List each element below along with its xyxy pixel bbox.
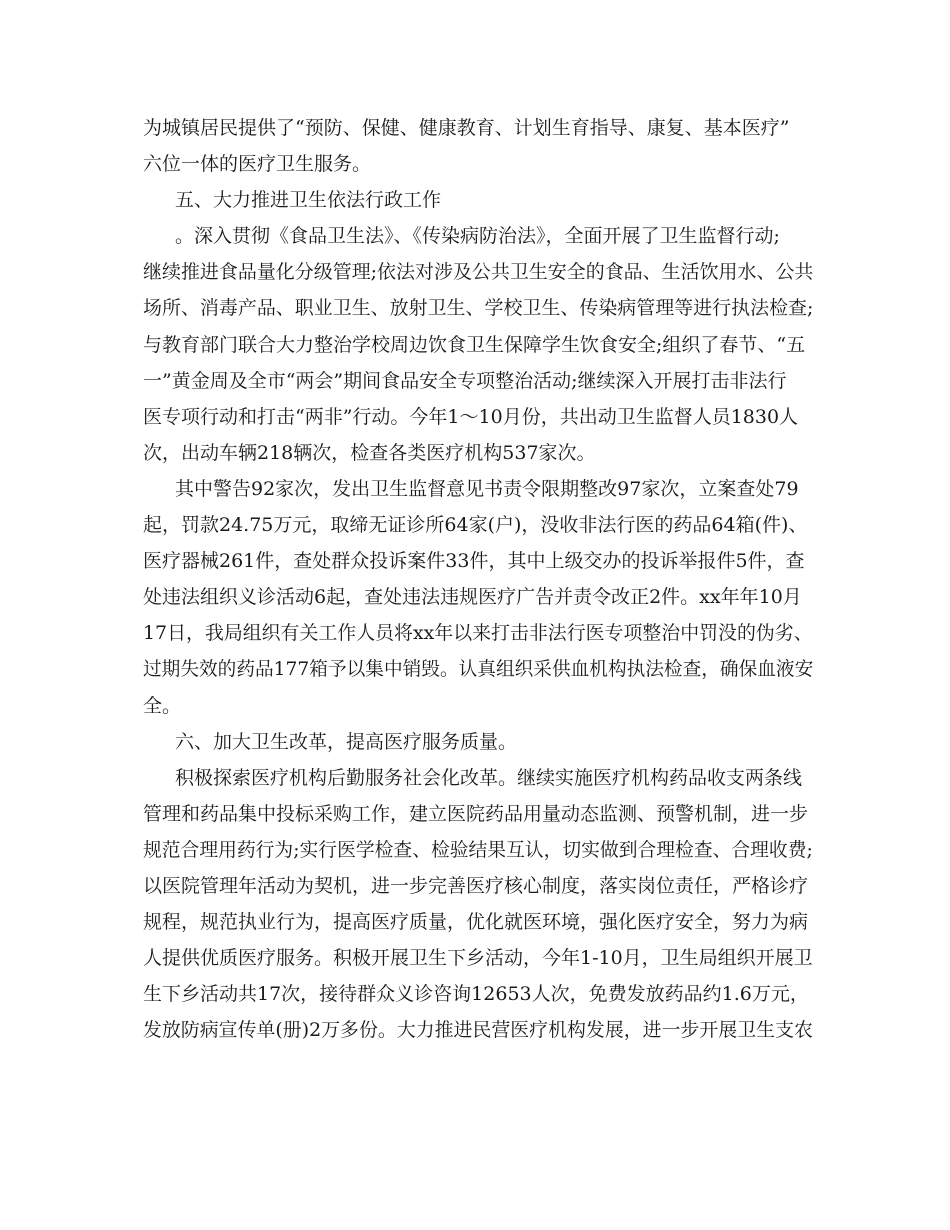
text-line: 其中警告92家次，发出卫生监督意见书责令限期整改97家次，立案查处79 — [175, 477, 799, 500]
text-line: 六、加大卫生改革，提高医疗服务质量。 — [175, 730, 518, 753]
text-line: 。深入贯彻《食品卫生法》、《传染病防治法》，全面开展了卫生监督行动; — [175, 225, 780, 248]
text-line: 六位一体的医疗卫生服务。 — [143, 153, 372, 176]
text-line: 为城镇居民提供了“预防、保健、健康教育、计划生育指导、康复、基本医疗” — [143, 117, 790, 139]
text-line: 处违法组织义诊活动6起，查处违法违规医疗广告并责令改正2件。xx年年10月 — [143, 586, 802, 609]
text-line: 管理和药品集中投标采购工作，建立医院药品用量动态监测、预警机制，进一步 — [143, 802, 809, 825]
text-line-content: 发放防病宣传单(册)2万多份。大力推进民营医疗机构发展，进一步开展卫生支农 — [143, 1019, 813, 1042]
text-line: 起，罚款24.75万元，取缔无证诊所64家(户)，没收非法行医的药品64箱(件)、 — [143, 514, 808, 537]
text-line — [143, 832, 813, 868]
text-line: 生下乡活动共17次，接待群众义诊咨询12653人次，免费发放药品约1.6万元， — [143, 983, 809, 1006]
text-line: 以医院管理年活动为契机，进一步完善医疗核心制度，落实岗位责任，严格诊疗 — [143, 874, 809, 897]
body-text — [143, 110, 813, 1048]
text-line: 一”黄金周及全市“两会”期间食品安全专项整治活动;继续深入开展打击非法行 — [143, 369, 787, 392]
text-line: 与教育部门联合大力整治学校周边饮食卫生保障学生饮食安全;组织了春节、“五 — [143, 333, 806, 356]
text-line-content: 过期失效的药品177箱予以集中销毁。认真组织采供血机构执法检查，确保血液安 — [143, 658, 814, 681]
text-line — [143, 651, 813, 687]
text-line — [143, 615, 813, 651]
text-line: 规程，规范执业行为，提高医疗质量，优化就医环境，强化医疗安全，努力为病 — [143, 911, 809, 934]
text-line-content: 17日，我局组织有关工作人员将xx年以来打击非法行医专项整治中罚没的伪劣、 — [143, 622, 813, 645]
text-line: 医疗器械261件，查处群众投诉案件33件，其中上级交办的投诉举报件5件，查 — [143, 550, 805, 573]
text-line: 积极探索医疗机构后勤服务社会化改革。继续实施医疗机构药品收支两条线 — [175, 766, 803, 789]
text-line-content: 继续推进食品量化分级管理;依法对涉及公共卫生安全的食品、生活饮用水、公共 — [143, 261, 814, 284]
text-line: 人提供优质医疗服务。积极开展卫生下乡活动，今年1-10月，卫生局组织开展卫 — [143, 947, 813, 970]
text-line — [143, 254, 813, 290]
text-line — [143, 290, 813, 326]
text-line-content: 场所、消毒产品、职业卫生、放射卫生、学校卫生、传染病管理等进行执法检查; — [143, 297, 814, 320]
text-line: 次，出动车辆218辆次，检查各类医疗机构537家次。 — [143, 441, 596, 464]
text-line-content: 规范合理用药行为;实行医学检查、检验结果互认，切实做到合理检查、合理收费; — [143, 838, 813, 861]
text-line: 医专项行动和打击“两非”行动。今年1～10月份，共出动卫生监督人员1830人 — [143, 405, 799, 428]
text-line: 五、大力推进卫生依法行政工作 — [175, 189, 442, 212]
text-line: 全。 — [143, 694, 182, 717]
text-line — [143, 1012, 813, 1048]
